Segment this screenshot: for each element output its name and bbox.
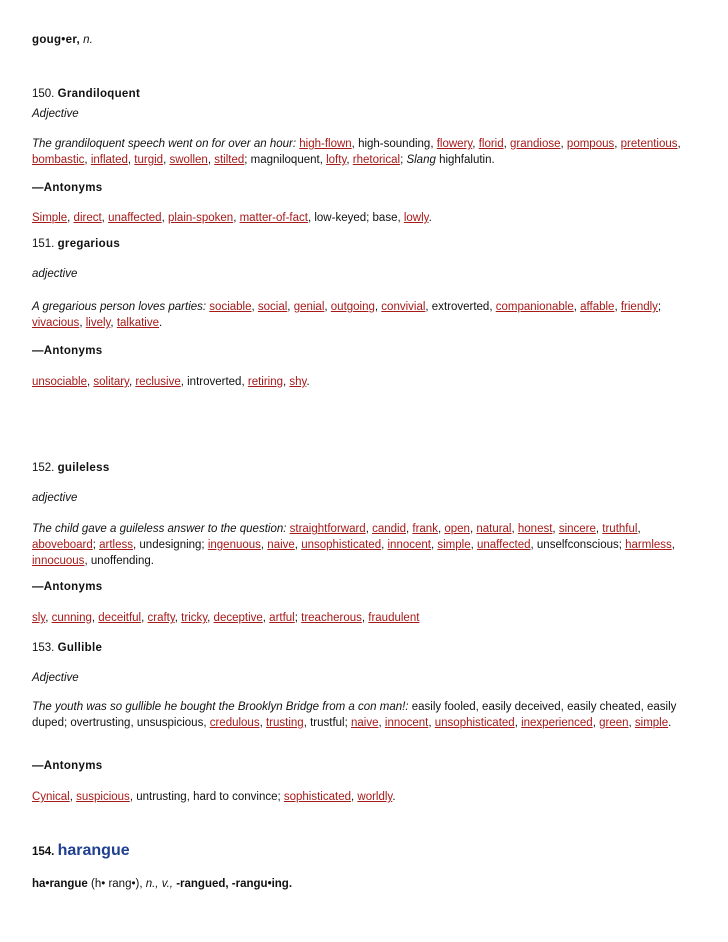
plain-text: .: [306, 376, 310, 388]
plain-text: ,: [470, 539, 477, 551]
plain-text: ,: [374, 301, 382, 313]
entry-153-definition: [32, 699, 692, 731]
entry-152-definition: [32, 521, 692, 569]
plain-text: ,: [67, 212, 74, 224]
plain-text: ,: [128, 376, 136, 388]
word-link[interactable]: credulous: [209, 717, 260, 729]
word-link[interactable]: natural: [476, 523, 512, 535]
word-link[interactable]: trusting: [265, 717, 304, 729]
word-link[interactable]: treacherous: [301, 612, 362, 624]
word-link[interactable]: high-flown: [299, 138, 352, 150]
plain-text: ;: [657, 301, 662, 313]
plain-text: ,: [361, 612, 369, 624]
entry-151-antonyms-label: —Antonyms: [32, 345, 103, 357]
plain-text: ,: [174, 612, 182, 624]
word-link[interactable]: unsophisticated: [434, 717, 515, 729]
example-sentence: The child gave a guileless answer to the question:: [32, 523, 287, 535]
pron-word: ha•rangue: [32, 878, 88, 890]
plain-text: ,: [86, 376, 94, 388]
plain-text: ,: [405, 523, 413, 535]
word-link[interactable]: sly: [32, 612, 46, 624]
header-pos: n.: [83, 34, 93, 46]
word-link[interactable]: bombastic: [32, 154, 85, 166]
word-link[interactable]: naive: [351, 717, 379, 729]
plain-text: .: [668, 717, 672, 729]
word-link[interactable]: shy: [289, 376, 307, 388]
plain-text: easily fooled, easily deceived, easily cheated, easily duped; overtrusting, unsuspicious,: [32, 701, 677, 729]
word-link[interactable]: friendly: [620, 301, 658, 313]
word-link[interactable]: grandiose: [510, 138, 561, 150]
word-link[interactable]: ingenuous: [207, 539, 261, 551]
header-entry: [32, 32, 692, 48]
plain-text: , unoffending.: [84, 555, 154, 567]
plain-text: ,: [207, 154, 215, 166]
plain-text: ,: [592, 717, 600, 729]
word-link[interactable]: affable: [580, 301, 615, 313]
word-link[interactable]: swollen: [169, 154, 208, 166]
word-link[interactable]: flowery: [436, 138, 473, 150]
word-link[interactable]: unaffected: [477, 539, 531, 551]
plain-text: ,: [260, 539, 268, 551]
word-link[interactable]: artful: [269, 612, 295, 624]
plain-text: ,: [79, 317, 86, 329]
entry-pos: n., v.,: [145, 878, 173, 890]
plain-text: , introverted,: [180, 376, 248, 388]
entry-151-pos: adjective: [32, 268, 78, 280]
plain-text: ,: [430, 539, 438, 551]
word-link[interactable]: lowly: [403, 212, 429, 224]
word-link[interactable]: direct: [73, 212, 102, 224]
word-link[interactable]: naive: [267, 539, 295, 551]
word-link[interactable]: vivacious: [32, 317, 80, 329]
plain-text: ,: [110, 317, 117, 329]
word-link[interactable]: innocent: [384, 717, 429, 729]
word-link[interactable]: innocent: [387, 539, 431, 551]
entry-word: Grandiloquent: [57, 88, 141, 100]
word-link[interactable]: companionable: [495, 301, 574, 313]
word-link[interactable]: open: [444, 523, 470, 535]
word-link[interactable]: rhetorical: [352, 154, 401, 166]
word-link[interactable]: suspicious: [76, 791, 130, 803]
plain-text: ,: [595, 523, 603, 535]
entry-153-title: [32, 640, 692, 656]
word-link[interactable]: Cynical: [32, 791, 70, 803]
plain-text: .: [428, 212, 432, 224]
entry-word: Gullible: [57, 642, 103, 654]
plain-text: ,: [514, 717, 522, 729]
word-link[interactable]: Simple: [32, 212, 68, 224]
plain-text: ,: [614, 138, 621, 150]
plain-text: ,: [346, 154, 353, 166]
plain-text: ,: [573, 301, 581, 313]
word-link[interactable]: simple: [437, 539, 471, 551]
word-link[interactable]: social: [257, 301, 288, 313]
word-link[interactable]: retiring: [247, 376, 284, 388]
plain-text: ,: [628, 717, 635, 729]
plain-text: , extroverted,: [425, 301, 496, 313]
entry-151-definition: [32, 299, 692, 331]
entry-forms: -rangued, -rangu•ing.: [176, 878, 293, 890]
plain-text: ,: [671, 539, 675, 551]
plain-text: .: [159, 317, 163, 329]
entry-154-pronunciation: [32, 876, 692, 892]
plain-text: ,: [287, 301, 294, 313]
word-link[interactable]: stilted: [214, 154, 245, 166]
word-link[interactable]: outgoing: [330, 301, 375, 313]
plain-text: ,: [637, 523, 641, 535]
word-link[interactable]: tricky: [181, 612, 208, 624]
entry-150-antonyms-label: —Antonyms: [32, 182, 103, 194]
antonym-list: [32, 612, 419, 624]
plain-text: ;: [92, 539, 100, 551]
plain-text: ,: [378, 717, 385, 729]
entry-151-antonyms: [32, 374, 692, 390]
word-link[interactable]: sophisticated: [283, 791, 351, 803]
plain-text: ,: [283, 376, 290, 388]
plain-text: ;: [400, 154, 407, 166]
plain-text: ,: [614, 301, 621, 313]
antonym-list: [32, 212, 432, 224]
entry-152-title: [32, 460, 692, 476]
word-link[interactable]: cunning: [51, 612, 92, 624]
word-link[interactable]: plain-spoken: [167, 212, 234, 224]
plain-text: , untrusting, hard to convince;: [129, 791, 284, 803]
plain-text: ,: [45, 612, 52, 624]
word-link[interactable]: lofty: [326, 154, 347, 166]
plain-text: ,: [503, 138, 511, 150]
word-link[interactable]: convivial: [381, 301, 426, 313]
entry-word: harangue: [57, 842, 130, 859]
plain-text: high-sounding,: [358, 138, 437, 150]
entry-number: 151.: [32, 238, 55, 250]
word-link[interactable]: turgid: [134, 154, 164, 166]
entry-number: 153.: [32, 642, 55, 654]
word-link[interactable]: sincere: [558, 523, 596, 535]
plain-text: ,: [428, 717, 435, 729]
entry-153-antonyms: [32, 789, 692, 805]
word-link[interactable]: green: [599, 717, 629, 729]
entry-word: guileless: [57, 462, 110, 474]
word-link[interactable]: unsophisticated: [301, 539, 382, 551]
word-link[interactable]: simple: [634, 717, 669, 729]
plain-text: ,: [259, 717, 266, 729]
entry-number: 154.: [32, 846, 55, 858]
plain-text: , trustful;: [303, 717, 351, 729]
plain-text: ,: [677, 138, 681, 150]
plain-text: ; magniloquent,: [244, 154, 327, 166]
word-link[interactable]: honest: [517, 523, 553, 535]
entry-154-title: [32, 843, 692, 860]
entry-151-title: [32, 236, 692, 252]
plain-text: highfalutin.: [435, 154, 495, 166]
plain-text: ,: [351, 138, 359, 150]
plain-text: .: [392, 791, 396, 803]
word-link[interactable]: unaffected: [108, 212, 162, 224]
word-link[interactable]: deceptive: [213, 612, 263, 624]
word-link[interactable]: lively: [85, 317, 111, 329]
plain-text: ,: [552, 523, 559, 535]
word-link[interactable]: genial: [293, 301, 325, 313]
word-link[interactable]: candid: [372, 523, 406, 535]
pron-text: (h• rang•),: [91, 878, 143, 890]
plain-text: ,: [141, 612, 148, 624]
entry-152-antonyms-label: —Antonyms: [32, 581, 103, 593]
plain-text: ,: [101, 212, 109, 224]
antonym-list: [32, 376, 310, 388]
word-link[interactable]: worldly: [357, 791, 393, 803]
entry-152-antonyms: [32, 610, 692, 626]
plain-text: ,: [472, 138, 479, 150]
example-sentence: A gregarious person loves parties:: [32, 301, 207, 313]
word-link[interactable]: sociable: [209, 301, 252, 313]
plain-text: ,: [437, 523, 445, 535]
plain-text: ,: [511, 523, 518, 535]
example-sentence: The grandiloquent speech went on for over an hour:: [32, 138, 297, 150]
entry-150-pos: Adjective: [32, 108, 79, 120]
word-link[interactable]: innocuous: [32, 555, 85, 567]
example-sentence: The youth was so gullible he bought the Brooklyn Bridge from a con man!:: [32, 701, 409, 713]
entry-150-title: [32, 86, 692, 102]
plain-text: ,: [294, 539, 302, 551]
plain-text: , undesigning;: [133, 539, 208, 551]
entry-150-definition: [32, 136, 692, 168]
word-link[interactable]: fraudulent: [368, 612, 420, 624]
plain-text: ,: [69, 791, 77, 803]
word-link[interactable]: matter-of-fact: [239, 212, 308, 224]
entry-number: 150.: [32, 88, 55, 100]
word-link[interactable]: talkative: [116, 317, 159, 329]
word-link[interactable]: artless: [99, 539, 134, 551]
plain-text: , low-keyed; base,: [307, 212, 404, 224]
plain-text: , unselfconscious;: [530, 539, 626, 551]
label-text: Slang: [406, 154, 436, 166]
entry-152-pos: adjective: [32, 492, 78, 504]
entry-150-antonyms: [32, 210, 692, 226]
antonym-list: [32, 791, 396, 803]
word-link[interactable]: reclusive: [135, 376, 181, 388]
plain-text: ,: [262, 612, 270, 624]
word-link[interactable]: pompous: [566, 138, 615, 150]
word-link[interactable]: straightforward: [289, 523, 366, 535]
plain-text: ,: [351, 791, 358, 803]
word-link[interactable]: truthful: [602, 523, 638, 535]
plain-text: ;: [294, 612, 302, 624]
plain-text: ,: [381, 539, 388, 551]
word-link[interactable]: crafty: [147, 612, 175, 624]
plain-text: ,: [207, 612, 214, 624]
plain-text: ,: [560, 138, 567, 150]
plain-text: ,: [163, 154, 170, 166]
entry-number: 152.: [32, 462, 55, 474]
word-link[interactable]: solitary: [93, 376, 129, 388]
word-link[interactable]: unsociable: [32, 376, 87, 388]
word-link[interactable]: deceitful: [98, 612, 142, 624]
plain-text: ,: [365, 523, 373, 535]
word-link[interactable]: harmless: [625, 539, 672, 551]
word-link[interactable]: aboveboard: [32, 539, 93, 551]
plain-text: ,: [127, 154, 135, 166]
plain-text: ,: [251, 301, 258, 313]
plain-text: ,: [91, 612, 99, 624]
word-link[interactable]: inexperienced: [521, 717, 593, 729]
entry-153-pos: Adjective: [32, 672, 79, 684]
plain-text: ,: [324, 301, 331, 313]
header-word: goug•er,: [32, 34, 80, 46]
plain-text: ,: [161, 212, 168, 224]
entry-153-antonyms-label: —Antonyms: [32, 760, 103, 772]
plain-text: ,: [233, 212, 240, 224]
plain-text: ,: [469, 523, 477, 535]
entry-word: gregarious: [57, 238, 121, 250]
word-link[interactable]: inflated: [90, 154, 128, 166]
word-link[interactable]: florid: [478, 138, 504, 150]
word-link[interactable]: pretentious: [620, 138, 678, 150]
plain-text: ,: [84, 154, 91, 166]
word-link[interactable]: frank: [412, 523, 438, 535]
